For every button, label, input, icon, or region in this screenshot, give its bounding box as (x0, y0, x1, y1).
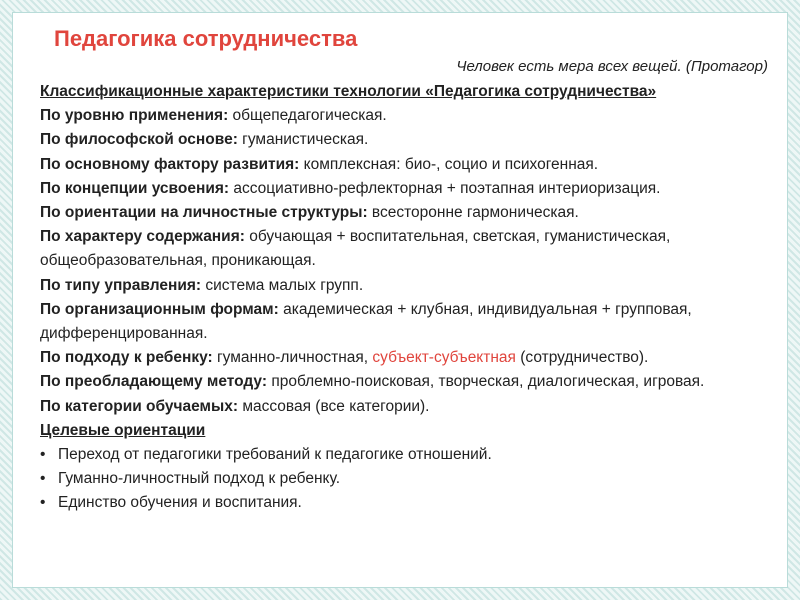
row-label: По типу управления: (40, 276, 202, 294)
row-label: По ориентации на личностные структуры: (40, 204, 368, 222)
row-value: комплексная: био-, социо и психогенная. (299, 155, 599, 173)
row-value: обучающая + воспитательная, светская, гуманистическая, общеобразовательная, проникающая. (40, 228, 671, 270)
row-value: общепедагогическая. (228, 107, 387, 125)
row-learner-category (40, 395, 775, 419)
row-value: система малых групп. (201, 276, 364, 294)
highlighted-term: субъект-субъектная (372, 349, 516, 367)
row-management-type (40, 274, 775, 298)
bullet-icon: • (40, 470, 46, 488)
bullet-icon: • (40, 446, 46, 464)
row-value: проблемно-поисковая, творческая, диалогическая, игровая. (267, 373, 705, 391)
row-level (40, 104, 775, 128)
slide-title: Педагогика сотрудничества (54, 26, 358, 51)
goal-item (40, 467, 775, 491)
row-development-factor (40, 153, 775, 177)
row-organization-forms (40, 298, 775, 346)
row-label: По организационным формам: (40, 300, 279, 318)
row-child-approach (40, 346, 775, 370)
row-label: По категории обучаемых: (40, 397, 239, 415)
goal-item (40, 443, 775, 467)
goal-text: Гуманно-личностный подход к ребенку. (58, 470, 341, 488)
slide-content (40, 80, 775, 516)
epigraph-quote: Человек есть мера всех вещей. (Протагор) (456, 58, 768, 75)
row-value-tail: (сотрудничество). (515, 349, 649, 367)
row-value: ассоциативно-рефлекторная + поэтапная интериоризация. (229, 179, 661, 197)
goal-text: Единство обучения и воспитания. (58, 494, 302, 512)
row-label: По уровню применения: (40, 107, 229, 125)
row-value: массовая (все категории). (238, 397, 430, 415)
bullet-icon: • (40, 494, 46, 512)
row-personal-structures (40, 201, 775, 225)
row-label: По основному фактору развития: (40, 155, 300, 173)
row-learning-concept (40, 177, 775, 201)
row-philosophy (40, 128, 775, 152)
goals-heading: Целевые ориентации (40, 421, 206, 439)
row-label: По философской основе: (40, 131, 238, 149)
row-label: По характеру содержания: (40, 228, 245, 246)
row-value: всесторонне гармоническая. (367, 204, 579, 222)
classification-heading: Классификационные характеристики технологии «Педагогика сотрудничества» (40, 83, 657, 100)
goal-text: Переход от педагогики требований к педагогике отношений. (58, 446, 492, 464)
goal-item (40, 491, 775, 515)
row-label: По концепции усвоения: (40, 179, 230, 197)
row-content-character (40, 225, 775, 273)
row-value: академическая + клубная, индивидуальная + групповая, дифференцированная. (40, 300, 692, 343)
row-value: гуманно-личностная, (212, 349, 373, 367)
row-value: гуманистическая. (237, 131, 369, 149)
row-label: По подходу к ребенку: (40, 349, 213, 367)
row-label: По преобладающему методу: (40, 373, 268, 391)
row-dominant-method (40, 370, 775, 394)
